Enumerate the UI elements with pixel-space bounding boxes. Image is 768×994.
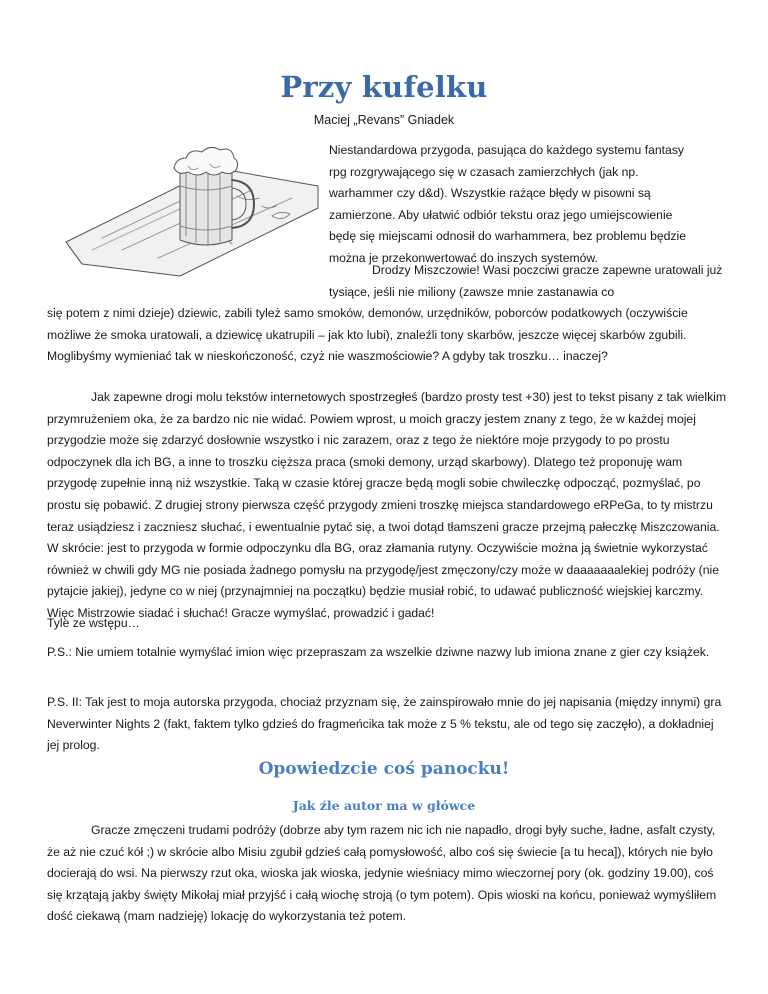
- subsection-heading: Jak źle autor ma w główce: [292, 798, 476, 813]
- intro-paragraph: Niestandardowa przygoda, pasująca do każdego systemu fantasy rpg rozgrywającego się w czasach zamierzchłych (jak np. warhammer czy d&d). Wszystkie rażące błędy w pisowni są zamierzone. Aby ułatwić odbiór tekstu oraz jego umiejscowienie będę się miejscami odnosił do warhammera, bez problemu będzie można je przekonwertować do inszych systemów.: [329, 143, 687, 265]
- ps-1: P.S.: Nie umiem totalnie wymyślać imion więc przepraszam za wszelkie dziwne nazwy lub imiona znane z gier czy książek.: [47, 645, 710, 659]
- document-title: Przy kufelku: [280, 70, 488, 104]
- section-heading: Opowiedzcie coś panocku!: [258, 759, 510, 779]
- author-line: Maciej „Revans” Gniadek: [313, 113, 455, 127]
- paragraph-1-rest: się potem z nimi dzieje) dziewic, zabili tyleż samo smoków, demonów, urzędników, poborców podatkowych (oczywiście możliwe że smoka uratowali, a dziewicę ukatrupili – jak kto lubi), znaleźli tony skarbów, jeszcze więcej skarbów zgubili. Moglibyśmy wymieniać tak w nieskończoność, czyż nie waszmościowie? A gdyby tak troszku… inaczej?: [47, 306, 688, 364]
- paragraph-4: Gracze zmęczeni trudami podróży (dobrze aby tym razem nic ich nie napadło, drogi były suche, ładne, asfalt czysty, że aż nie czuć kół ;) w skrócie albo Misiu zgubił gdzieś całą pomysłowość, albo coś się świecie [a tu heca]), których nie było docierają do wsi. Na pierwszy rzut oka, wioska jak wioska, jedynie wieśniacy mimo wieczornej pory (ok. godziny 19.00), coś się krzątają jakby święty Mikołaj miał przyjść i całą wiochę stroją (o tym potem). Opis wioski na końcu, ponieważ wymyśliłem dość ciekawą (mam nadzieję) lokację do wykorzystania też potem.: [47, 823, 717, 924]
- beer-mug-on-table-sketch-icon: [62, 146, 320, 278]
- paragraph-1-start: Drodzy Miszczowie! Wasi poczciwi gracze zapewne uratowali już tysiące, jeśli nie miliony (zawsze mnie zastanawia co: [329, 263, 723, 299]
- paragraph-2: Jak zapewne drogi molu tekstów internetowych spostrzegłeś (bardzo prosty test +30) jest to tekst pisany z tak wielkim przymrużeniem oka, że za bardzo nic nie widać. Powiem wprost, u moich graczy jestem znany z tego, że w każdej mojej przygodzie może się zdarzyć dosłownie wszystko i nic zarazem, oraz z tego że niektóre moje przygody to po prostu odpoczynek dla ich BG, a inne to troszku cięższa praca (smoki demony, urząd skarbowy). Dlatego też proponuję wam przygodę zupełnie inną niż wszystkie. Taką w czasie której gracze będą mogli sobie chwileczkę odpocząć, pozmyślać, po prostu się pobawić. Z drugiej strony pierwsza część przygody zmieni troszkę miejsca standardowego eRPeGa, to ty mistrzu teraz usiądziesz i zaczniesz słuchać, i ewentualnie pytać się, a twoi dotąd tłamszeni gracze przejmą pałeczkę Miszczowania. W skrócie: jest to przygoda w formie odpoczynku dla BG, oraz złamania rutyny. Oczywiście można ją świetnie wykorzystać również w chwili gdy MG nie posiada żadnego pomysłu na przygodę/jest zmęczony/czy może w daaaaaaalekiej podróży (nie pytajcie jakiej), jedyne co w niej (przynajmniej na początku) będzie musiał robić, to udawać publiczność wiejskiej karczmy. Więc Mistrzowie siadać i słuchać! Gracze wymyślać, prowadzić i gadać!: [47, 390, 727, 620]
- paragraph-3: Tyle ze wstępu…: [47, 616, 140, 630]
- ps-2: P.S. II: Tak jest to moja autorska przygoda, chociaż przyznam się, że zainspirowało mnie do jej napisania (między innymi) gra Neverwinter Nights 2 (fakt, faktem tylko gdzieś do fragmeńcika tak może z 5 % tekstu, ale od tego się zaczęło), a dokładniej jej prolog.: [47, 695, 722, 753]
